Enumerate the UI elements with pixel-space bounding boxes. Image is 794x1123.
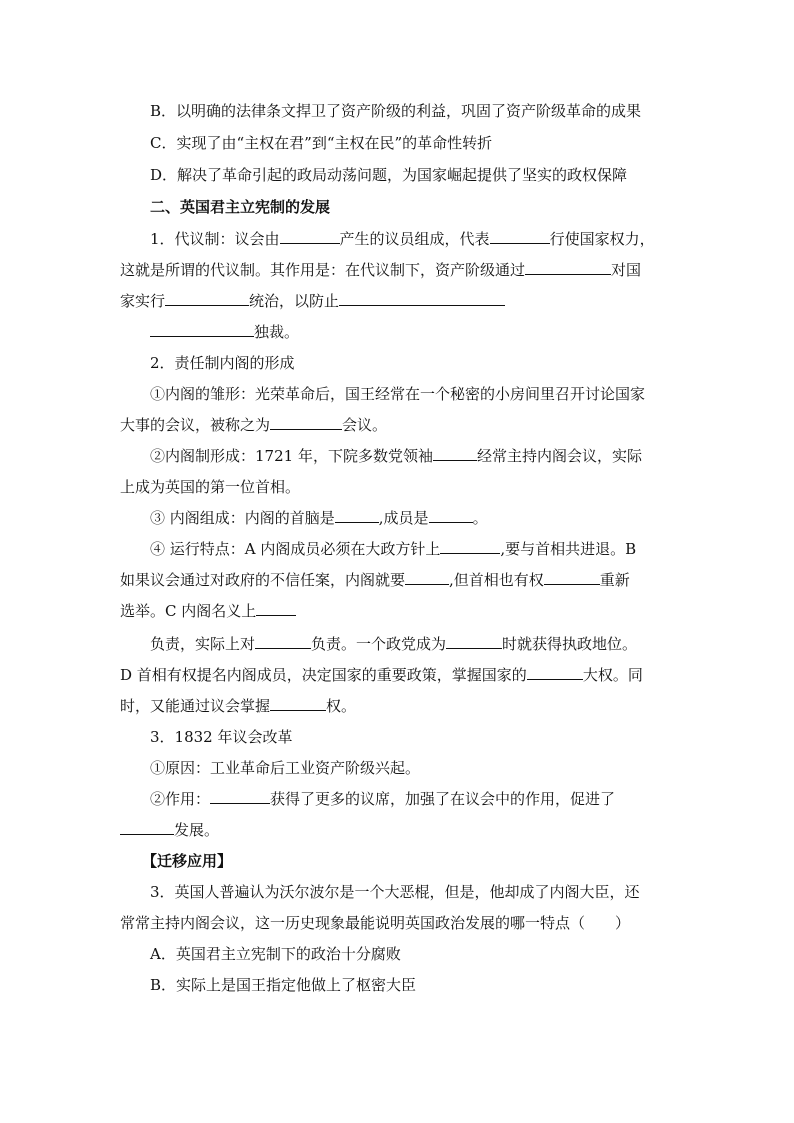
paragraph-line — [150, 508, 488, 528]
fill-in-blank — [280, 229, 340, 244]
text-segment: ,但首相也有权 — [449, 571, 544, 589]
paragraph-line — [150, 229, 655, 249]
fill-in-blank — [527, 665, 583, 680]
subsection-title: 2．责任制内阁的形成 — [150, 354, 295, 372]
fill-in-blank — [255, 634, 311, 649]
text-segment: 负责。一个政党成为 — [311, 635, 447, 653]
paragraph-line — [120, 696, 356, 716]
text-segment: 重新 — [599, 571, 630, 589]
text-segment: 1．代议制：议会由 — [150, 230, 280, 248]
fill-in-blank — [429, 508, 473, 523]
fill-in-blank — [335, 508, 379, 523]
fill-in-blank — [150, 322, 254, 337]
section-heading: 二、英国君主立宪制的发展 — [150, 198, 331, 216]
text-segment: 经常主持内阁会议，实际 — [476, 447, 642, 465]
fill-in-blank — [525, 260, 611, 275]
option-c-text: C．实现了由“主权在君”到“主权在民”的革命性转折 — [150, 134, 493, 152]
fill-in-blank — [165, 291, 249, 306]
text-segment: ,要与首相共进退。B — [500, 540, 637, 558]
text-segment: 独裁。 — [254, 323, 300, 341]
text-segment: 产生的议员组成，代表 — [339, 230, 490, 248]
question-text: 3．英国人普遍认为沃尔波尔是一个大恶棍，但是，他却成了内阁大臣，还 — [150, 883, 640, 901]
fill-in-blank — [544, 570, 600, 585]
question-text: 常常主持内阁会议，这一历史现象最能说明英国政治发展的哪一特点（ ） — [120, 914, 631, 932]
text-segment: 权。 — [326, 697, 357, 715]
text-segment: 统治，以防止 — [249, 292, 340, 310]
text-segment: 对国 — [611, 261, 642, 279]
paragraph-line: ①内阁的雏形：光荣革命后，国王经常在一个秘密的小房间里召开讨论国家 — [150, 385, 646, 403]
paragraph-line — [120, 601, 296, 621]
text-segment: 大事的会议，被称之为 — [120, 416, 271, 434]
fill-in-blank — [446, 634, 502, 649]
text-segment: ②内阁制形成：1721 年，下院多数党领袖 — [150, 447, 433, 465]
section-heading: 【迁移应用】 — [142, 852, 233, 870]
text-segment: 家实行 — [120, 292, 166, 310]
fill-in-blank — [210, 789, 270, 804]
text-segment: ②作用： — [150, 790, 211, 808]
paragraph-line — [120, 291, 505, 311]
paragraph-line: ①原因：工业革命后工业资产阶级兴起。 — [150, 759, 421, 777]
fill-in-blank — [270, 415, 342, 430]
fill-in-blank — [270, 696, 326, 711]
text-segment: 负责，实际上对 — [150, 635, 256, 653]
paragraph-line — [150, 322, 299, 342]
text-segment: 这就是所谓的代议制。其作用是：在代议制下，资产阶级通过 — [120, 261, 526, 279]
paragraph-line — [120, 820, 219, 840]
text-segment: 大权。同 — [582, 666, 643, 684]
fill-in-blank — [440, 539, 500, 554]
paragraph-line — [120, 665, 643, 685]
text-segment: D 首相有权提名内阁成员，决定国家的重要政策，掌握国家的 — [120, 666, 527, 684]
paragraph-line — [150, 634, 637, 654]
fill-in-blank — [433, 446, 477, 461]
paragraph-line — [150, 789, 615, 809]
paragraph-line — [120, 260, 641, 280]
option-a-text: A．英国君主立宪制下的政治十分腐败 — [150, 945, 401, 963]
fill-in-blank — [339, 291, 505, 306]
fill-in-blank — [490, 229, 550, 244]
text-segment: 发展。 — [174, 821, 220, 839]
option-b-text: B．以明确的法律条文捍卫了资产阶级的利益，巩固了资产阶级革命的成果 — [150, 102, 642, 120]
paragraph-line — [120, 570, 630, 590]
text-segment: ,成员是 — [378, 509, 429, 527]
paragraph-line — [150, 446, 642, 466]
text-segment: ④ 运行特点：A 内阁成员必须在大政方针上 — [150, 540, 441, 558]
option-d-text: D．解决了革命引起的政局动荡问题，为国家崛起提供了坚实的政权保障 — [150, 166, 628, 184]
option-b-text: B．实际上是国王指定他做上了枢密大臣 — [150, 976, 417, 994]
subsection-title: 3．1832 年议会改革 — [150, 728, 293, 746]
text-segment: ③ 内阁组成：内阁的首脑是 — [150, 509, 335, 527]
fill-in-blank — [120, 820, 174, 835]
fill-in-blank — [256, 601, 296, 616]
text-segment: 选举。C 内阁名义上 — [120, 602, 257, 620]
text-segment: 行使国家权力， — [549, 230, 655, 248]
fill-in-blank — [405, 570, 449, 585]
text-segment: 如果议会通过对政府的不信任案，内阁就要 — [120, 571, 406, 589]
paragraph-line — [120, 415, 387, 435]
text-segment: 时，又能通过议会掌握 — [120, 697, 271, 715]
paragraph-line: 上成为英国的第一位首相。 — [120, 478, 301, 496]
text-segment: 时就获得执政地位。 — [502, 635, 638, 653]
text-segment: 会议。 — [342, 416, 388, 434]
text-segment: 。 — [472, 509, 488, 527]
text-segment: 获得了更多的议席，加强了在议会中的作用，促进了 — [270, 790, 616, 808]
paragraph-line — [150, 539, 636, 559]
